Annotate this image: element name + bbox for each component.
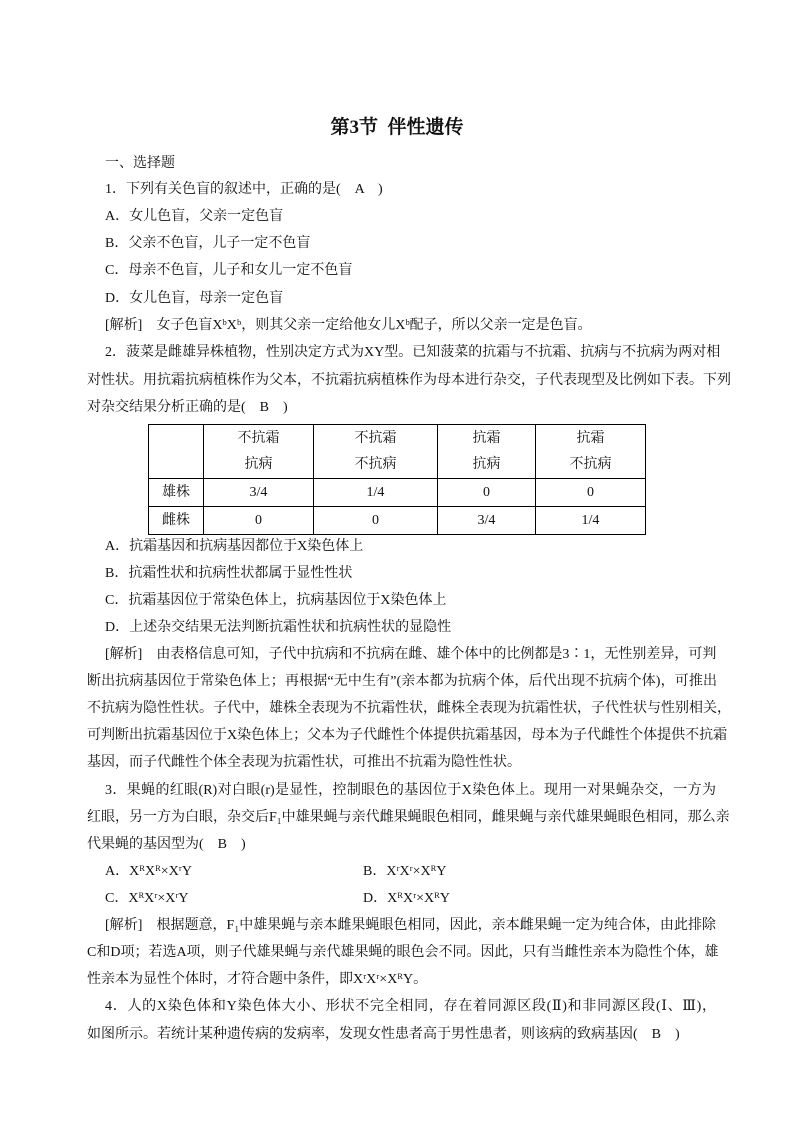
table-corner-cell: [149, 425, 204, 479]
table-header-cell: [204, 425, 314, 479]
question-2-analysis-line: [解析] 由表格信息可知，子代中抗病和不抗病在雌、雄个体中的比例都是3∶1，无性别差异，可判: [105, 647, 717, 662]
question-2-analysis-line: 不抗病为隐性性状。子代中，雄株全表现为不抗霜性状，雌株全表现为抗霜性状，子代性状与性别相关，: [87, 701, 731, 716]
table-cell: 3/4: [438, 507, 536, 535]
header-line: 不抗病: [354, 456, 397, 472]
header-line: 抗霜: [576, 430, 605, 446]
table-cell: 0: [314, 507, 438, 535]
table-cell: 0: [438, 479, 536, 507]
table-header-row: [149, 425, 646, 479]
header-line: 不抗霜: [354, 430, 397, 446]
table-cell: 1/4: [314, 479, 438, 507]
question-2-option-d: D．上述杂交结果无法判断抗霜性状和抗病性状的显隐性: [105, 620, 452, 635]
table-row: [149, 479, 646, 507]
page-title: 第3节 伴性遗传: [330, 117, 464, 138]
question-4-stem-line: 4．人的X染色体和Y染色体大小、形状不完全相同，存在着同源区段(Ⅱ)和非同源区段(Ⅰ、Ⅲ)，: [105, 999, 716, 1014]
row-label: 雌株: [149, 507, 204, 535]
question-2-analysis-line: 基因，而子代雌性个体全表现为抗霜性状，可推出不抗霜为隐性性状。: [87, 755, 521, 770]
question-2-stem-line: 对杂交结果分析正确的是( B ): [87, 400, 288, 415]
question-3-option-c: C．XᴿXʳ×XʳY: [105, 891, 189, 906]
question-3-option-b: B．XʳXʳ×XᴿY: [363, 864, 447, 879]
question-2-stem-line: 对性状。用抗霜抗病植株作为父本，不抗霜抗病植株作为母本进行杂交，子代表现型及比例如下表。下列: [87, 373, 731, 388]
table-row: [149, 507, 646, 535]
header-line: 抗霜: [472, 430, 501, 446]
question-3-stem-line: 代果蝇的基因型为( B ): [87, 837, 246, 852]
question-3-analysis-line: C和D项；若选A项，则子代雄果蝇与亲代雄果蝇的眼色会不同。因此，只有当雌性亲本为隐性个体，雄: [87, 945, 719, 960]
question-3-option-d: D．XᴿXʳ×XᴿY: [363, 891, 450, 906]
cross-result-table: [148, 424, 646, 535]
table-header-cell: [536, 425, 646, 479]
table-cell: 1/4: [536, 507, 646, 535]
table-header-cell: [438, 425, 536, 479]
header-line: 抗病: [472, 456, 501, 472]
question-1-option-d: D．女儿色盲，母亲一定色盲: [105, 291, 284, 306]
header-line: 不抗霜: [237, 430, 280, 446]
question-2-option-a: A．抗霜基因和抗病基因都位于X染色体上: [105, 539, 364, 554]
question-1-analysis: [解析] 女子色盲XᵇXᵇ，则其父亲一定给他女儿Xᵇ配子，所以父亲一定是色盲。: [105, 318, 592, 333]
table-cell: 0: [204, 507, 314, 535]
question-3-analysis-line: 性亲本为显性个体时，才符合题中条件，即XʳXʳ×XᴿY。: [87, 972, 428, 987]
question-2-stem-line: 2．菠菜是雌雄异株植物，性别决定方式为XY型。已知菠菜的抗霜与不抗霜、抗病与不抗病为两对相: [105, 345, 721, 360]
question-2-analysis-line: 断出抗病基因位于常染色体上；再根据“无中生有”(亲本都为抗病个体，后代出现不抗病个体)，可推出: [87, 674, 717, 689]
question-1-option-b: B．父亲不色盲，儿子一定不色盲: [105, 236, 311, 251]
question-1-stem: 1．下列有关色盲的叙述中，正确的是( A ): [105, 182, 383, 197]
table-header-cell: [314, 425, 438, 479]
header-line: 抗病: [244, 456, 273, 472]
question-3-stem-line: 3．果蝇的红眼(R)对白眼(r)是显性，控制眼色的基因位于X染色体上。现用一对果蝇杂交，一方为: [105, 783, 716, 798]
table-cell: 3/4: [204, 479, 314, 507]
question-3-analysis-line: [解析] 根据题意，F₁中雄果蝇与亲本雌果蝇眼色相同，因此，亲本雌果蝇一定为纯合体，由此排除: [105, 918, 716, 933]
question-2-option-b: B．抗霜性状和抗病性状都属于显性性状: [105, 566, 353, 581]
question-1-option-a: A．女儿色盲，父亲一定色盲: [105, 209, 284, 224]
section-heading: 一、选择题: [105, 156, 175, 171]
question-2-analysis-line: 可判断出抗霜基因位于X染色体上；父本为子代雌性个体提供抗霜基因，母本为子代雌性个体提供不抗霜: [87, 728, 728, 743]
question-2-option-c: C．抗霜基因位于常染色体上，抗病基因位于X染色体上: [105, 593, 447, 608]
table-cell: 0: [536, 479, 646, 507]
question-3-option-a: A．XᴿXᴿ×XʳY: [105, 864, 192, 879]
question-3-stem-line: 红眼，另一方为白眼，杂交后F₁中雄果蝇与亲代雌果蝇眼色相同，雌果蝇与亲代雄果蝇眼色相同，那么亲: [87, 810, 730, 825]
header-line: 不抗病: [569, 456, 612, 472]
question-1-option-c: C．母亲不色盲，儿子和女儿一定不色盲: [105, 263, 353, 278]
row-label: 雄株: [149, 479, 204, 507]
question-4-stem-line: 如图所示。若统计某种遗传病的发病率，发现女性患者高于男性患者，则该病的致病基因( B ): [87, 1027, 680, 1042]
